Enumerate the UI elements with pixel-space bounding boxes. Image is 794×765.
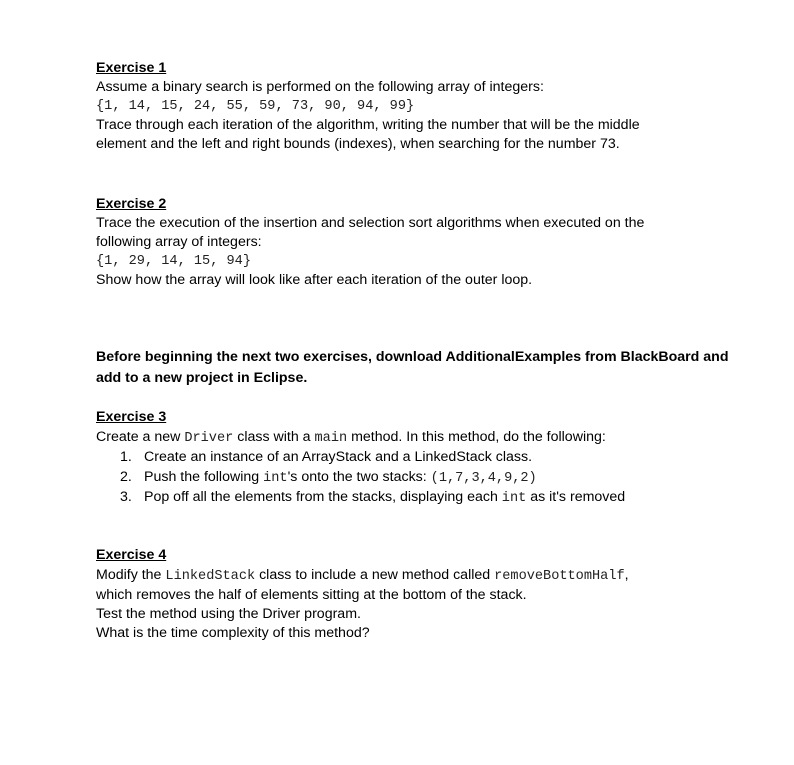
exercise3-driver-code: Driver	[184, 431, 234, 446]
exercise2-line3: Show how the array will look like after each iteration of the outer loop.	[96, 272, 533, 288]
exercise2-line1: Trace the execution of the insertion and selection sort algorithms when executed on the	[96, 215, 645, 231]
list-item-number: 2.	[120, 469, 132, 485]
exercise1-line2: Trace through each iteration of the algorithm, writing the number that will be the middle	[96, 117, 640, 133]
exercise4-heading: Exercise 4	[96, 547, 167, 563]
exercise4-text: ,	[624, 567, 629, 583]
removebottomhalf-code: removeBottomHalf	[494, 569, 625, 584]
exercise1-line1: Assume a binary search is performed on the following array of integers:	[96, 79, 544, 95]
exercise3-heading: Exercise 3	[96, 409, 167, 425]
int-code: int	[501, 491, 527, 506]
exercise4-line4: What is the time complexity of this method?	[96, 625, 370, 641]
exercise3-intro-text: method. In this method, do the following:	[347, 429, 606, 445]
exercise1-array: {1, 14, 15, 24, 55, 59, 73, 90, 94, 99}	[96, 99, 415, 114]
note-line2: add to a new project in Eclipse.	[96, 370, 308, 386]
list-item	[120, 468, 537, 488]
list-item-text: 's onto the two stacks:	[287, 469, 431, 485]
note-line1: Before beginning the next two exercises, download AdditionalExamples from BlackBoard and	[96, 349, 729, 365]
exercise3-intro-text: class with a	[233, 429, 315, 445]
list-item-text: Pop off all the elements from the stacks, displaying each	[144, 489, 502, 505]
exercise2-heading: Exercise 2	[96, 196, 167, 212]
exercise2-line2: following array of integers:	[96, 234, 262, 250]
exercise3-intro-text: Create a new	[96, 429, 185, 445]
int-code: int	[263, 471, 288, 486]
list-item-number: 1.	[120, 449, 132, 465]
list-item-number: 3.	[120, 489, 132, 505]
exercise3-intro	[96, 428, 606, 448]
list-item-text: as it's removed	[526, 489, 626, 505]
exercise4-line1	[96, 566, 629, 586]
list-item	[120, 448, 532, 467]
exercise4-text: Modify the	[96, 567, 166, 583]
exercise4-line2: which removes the half of elements sitting at the bottom of the stack.	[96, 587, 527, 603]
exercise1-line3: element and the left and right bounds (indexes), when searching for the number 73.	[96, 136, 620, 152]
exercise2-array: {1, 29, 14, 15, 94}	[96, 254, 251, 269]
values-code: (1,7,3,4,9,2)	[430, 471, 537, 486]
exercise3-main-code: main	[314, 431, 348, 446]
linkedstack-code: LinkedStack	[165, 569, 256, 584]
exercise1-heading: Exercise 1	[96, 60, 167, 76]
list-item-text: Push the following	[144, 469, 264, 485]
exercise4-text: class to include a new method called	[255, 567, 495, 583]
exercise4-line3: Test the method using the Driver program.	[96, 606, 361, 622]
list-item-text: Create an instance of an ArrayStack and a LinkedStack class.	[144, 449, 533, 465]
list-item	[120, 488, 625, 508]
